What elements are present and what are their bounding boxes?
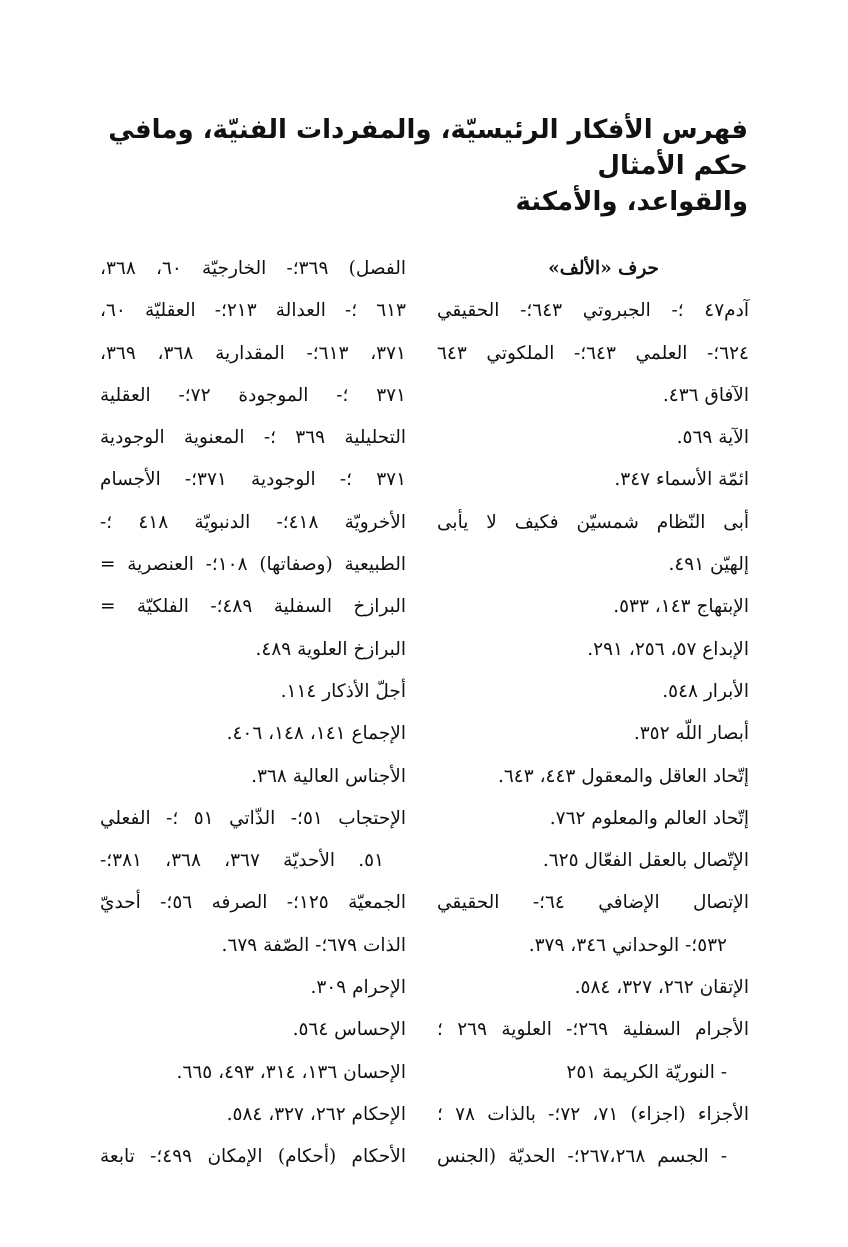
index-column-right xyxy=(437,248,749,1179)
index-entry-line: البرازخ العلوية ٤٨٩. xyxy=(255,638,406,660)
index-entry-line: الآية ٥٦٩. xyxy=(676,427,749,449)
index-entry-line: ٣٧١ ؛- الموجودة ٧٢؛- العقلية xyxy=(100,384,406,406)
index-entry-line: أجلّ الأذكار ١١٤. xyxy=(280,680,406,702)
index-entry-line: الإحكام ٢٦٢، ٣٢٧، ٥٨٤. xyxy=(226,1103,406,1125)
index-entry-line: الإحسان ١٣٦، ٣١٤، ٤٩٣، ٦٦٥. xyxy=(176,1061,406,1083)
index-entry-line: - النوريّة الكريمة ٢٥١ xyxy=(566,1061,727,1083)
index-entry-line: إتّحاد العاقل والمعقول ٤٤٣، ٦٤٣. xyxy=(497,765,749,787)
index-column-left xyxy=(100,248,406,1179)
index-entry-line: الإحرام ٣٠٩. xyxy=(310,977,406,999)
index-entry-line: الأجناس العالية ٣٦٨. xyxy=(251,765,406,787)
index-entry-line: ٦١٣ ؛- العدالة ٢١٣؛- العقليّة ٦٠، xyxy=(100,300,406,322)
page-title-line-2: والقواعد، والأمكنة xyxy=(515,187,748,217)
index-entry-line: ٣٧١، ٦١٣؛- المقدارية ٣٦٨، ٣٦٩، xyxy=(100,342,406,364)
index-entry-line: الفصل) ٣٦٩؛- الخارجيّة ٦٠، ٣٦٨، xyxy=(100,258,407,279)
index-entry-line: ٦٢٤؛- العلمي ٦٤٣؛- الملكوتي ٦٤٣ xyxy=(437,342,749,364)
page-title xyxy=(90,112,748,220)
index-entry-line: ٣٧١ ؛- الوجودية ٣٧١؛- الأجسام xyxy=(100,469,407,491)
index-entry-line: أبى النّظام شمسيّن فكيف لا يأبى xyxy=(437,511,749,533)
index-entry-line: ٥١. الأحديّة ٣٦٧، ٣٦٨، ٣٨١؛- xyxy=(100,850,384,872)
index-entry-line: البرازخ السفلية ٤٨٩؛- الفلكيّة = xyxy=(100,596,407,618)
index-entry-line: الأجزاء (اجزاء) ٧١، ٧٢؛- بالذات ٧٨ ؛ xyxy=(437,1103,749,1125)
index-entry-line: الذات ٦٧٩؛- الصّفة ٦٧٩. xyxy=(221,934,406,956)
index-entry-line: الأبرار ٥٤٨. xyxy=(662,680,749,702)
index-entry-line: الأخرويّة ٤١٨؛- الدنبويّة ٤١٨ ؛- xyxy=(100,511,407,533)
index-entry-line: أبصار اللّه ٣٥٢. xyxy=(633,723,749,745)
index-entry-line: الإتصال الإضافي ٦٤؛- الحقيقي xyxy=(437,892,749,914)
index-entry-line: الأجرام السفلية ٢٦٩؛- العلوية ٢٦٩ ؛ xyxy=(437,1019,749,1041)
index-entry-line: آدم٤٧ ؛- الجبروتي ٦٤٣؛- الحقيقي xyxy=(437,300,749,322)
index-entry-line: الإجماع ١٤١، ١٤٨، ٤٠٦. xyxy=(226,723,406,745)
index-entry-line: الإحتجاب ٥١؛- الذّاتي ٥١ ؛- الفعلي xyxy=(100,807,407,829)
letter-heading: حرف «الألف» xyxy=(548,258,659,279)
index-entry-line: إتّحاد العالم والمعلوم ٧٦٢. xyxy=(549,807,749,829)
index-entry-line: الآفاق ٤٣٦. xyxy=(662,384,749,406)
index-entry-line: ٥٣٢؛- الوحداني ٣٤٦، ٣٧٩. xyxy=(528,934,727,956)
index-entry-line: ائمّة الأسماء ٣٤٧. xyxy=(614,469,749,491)
index-entry-line: التحليلية ٣٦٩ ؛- المعنوية الوجودية xyxy=(100,427,407,449)
index-entry-line: الإحساس ٥٦٤. xyxy=(292,1019,406,1041)
page-title-line-1: فهرس الأفكار الرئيسيّة، والمفردات الفنيّة، ومافي حكم الأمثال xyxy=(108,115,748,181)
index-entry-line: الأحكام (أحكام) الإمكان ٤٩٩؛- تابعة xyxy=(100,1146,406,1168)
index-entry-line: - الجسم ٢٦٧،٢٦٨؛- الحديّة (الجنس xyxy=(437,1146,728,1168)
index-entry-line: الإتّصال بالعقل الفعّال ٦٢٥. xyxy=(542,850,749,872)
index-entry-line: الطبيعية (وصفاتها) ١٠٨؛- العنصرية = xyxy=(100,554,406,576)
index-entry-line: الإتقان ٢٦٢، ٣٢٧، ٥٨٤. xyxy=(574,977,749,999)
index-entry-line: الإبداع ٥٧، ٢٥٦، ٢٩١. xyxy=(587,638,749,660)
index-entry-line: إلهيّن ٤٩١. xyxy=(668,554,749,576)
index-entry-line: الإبتهاج ١٤٣، ٥٣٣. xyxy=(613,596,749,618)
index-entry-line: الجمعيّة ١٢٥؛- الصرفه ٥٦؛- أحديّ xyxy=(100,892,406,914)
